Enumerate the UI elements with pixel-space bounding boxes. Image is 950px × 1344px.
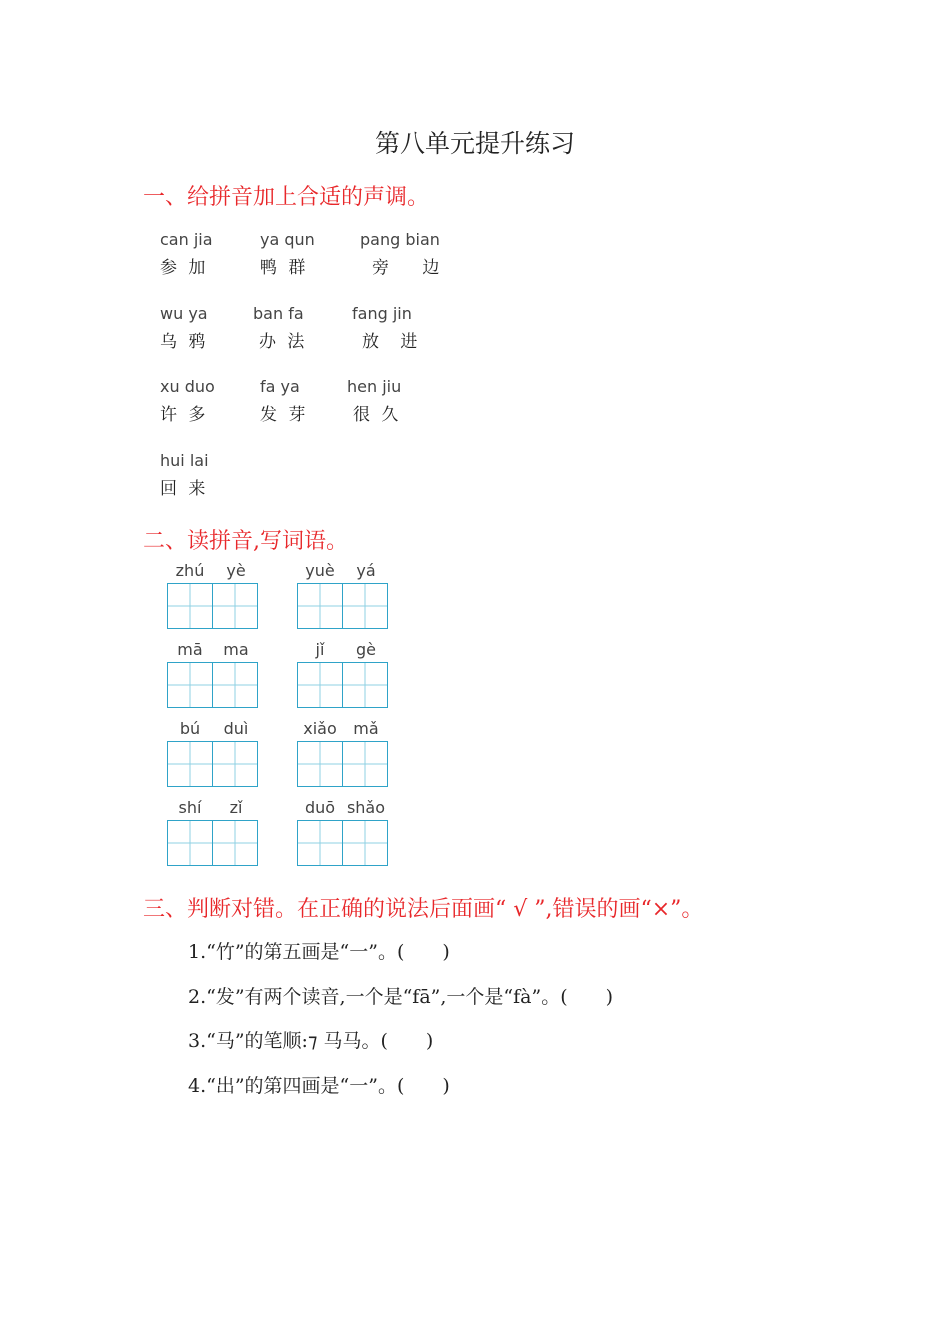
pinyin-syllable: yè [226,561,246,580]
writing-grid-item [297,640,389,708]
question-item: 1.“竹”的第五画是“一”。( ) [188,941,450,963]
hanzi-text: 旁 边 [372,258,454,278]
pinyin-text: wu ya [160,304,208,323]
pinyin-syllable: xiǎo [303,719,337,738]
writing-cell[interactable] [213,583,258,629]
pinyin-text: pang bian [360,230,440,249]
pinyin-text: fa ya [260,377,300,396]
pinyin-item [360,230,453,278]
pinyin-syllable: yuè [305,561,335,580]
writing-cell[interactable] [167,820,213,866]
writing-grid-item [297,719,389,787]
pinyin-syllable: gè [356,640,376,659]
pinyin-item [160,304,208,352]
writing-cell[interactable] [213,662,258,708]
pinyin-text: hen jiu [347,377,402,396]
hanzi-text: 办 法 [259,332,308,352]
writing-cell[interactable] [343,741,388,787]
pinyin-syllable: duō [304,798,336,817]
pinyin-item [352,304,425,352]
writing-cell[interactable] [167,583,213,629]
page-title: 第八单元提升练习 [374,129,575,158]
hanzi-text: 发 芽 [260,405,309,425]
hanzi-text: 很 久 [353,405,402,425]
question-item: 2.“发”有两个读音,一个是“fā”,一个是“fà”。( ) [188,986,614,1008]
writing-grid-item [297,561,389,629]
writing-cell[interactable] [213,741,258,787]
hanzi-text: 鸭 群 [260,258,309,278]
section3-heading: 三、判断对错。在正确的说法后面画“ √ ”,错误的画“×”。 [143,897,704,922]
pinyin-syllable: mā [177,640,203,659]
pinyin-text: xu duo [160,377,215,396]
writing-grid-item [297,798,389,866]
writing-grid-item [167,798,259,866]
hanzi-text: 许 多 [160,405,209,425]
writing-cell[interactable] [343,662,388,708]
writing-cell[interactable] [343,583,388,629]
writing-cell[interactable] [167,662,213,708]
pinyin-item [160,377,215,425]
question-item: 3.“马”的笔顺:⁊ 马马。( ) [188,1030,434,1052]
section2-heading: 二、读拼音,写词语。 [143,529,348,554]
pinyin-item [253,304,307,352]
pinyin-text: ban fa [253,304,304,323]
pinyin-text: ya qun [260,230,315,249]
writing-cell[interactable] [167,741,213,787]
section1-heading: 一、给拼音加上合适的声调。 [143,185,430,210]
question-item: 4.“出”的第四画是“一”。( ) [188,1075,450,1097]
writing-grid-item [167,561,259,629]
hanzi-text: 回 来 [160,479,209,499]
writing-cell[interactable] [213,820,258,866]
pinyin-text: can jia [160,230,213,249]
pinyin-syllable: jǐ [315,640,325,659]
pinyin-syllable: duì [223,719,249,738]
hanzi-text: 参 加 [160,258,209,278]
pinyin-syllable: shí [178,798,202,817]
pinyin-syllable: bú [179,719,201,738]
writing-cell[interactable] [297,583,343,629]
pinyin-text: fang jin [352,304,412,323]
pinyin-syllable: shǎo [346,798,386,817]
writing-cell[interactable] [343,820,388,866]
writing-grid-item [167,719,259,787]
hanzi-text: 放 进 [362,332,426,352]
pinyin-syllable: mǎ [353,719,379,738]
hanzi-text: 乌 鸦 [160,332,209,352]
writing-cell[interactable] [297,820,343,866]
pinyin-item [347,377,401,425]
pinyin-item [260,377,308,425]
pinyin-syllable: ma [223,640,249,659]
pinyin-item [260,230,315,278]
pinyin-syllable: yá [356,561,376,580]
pinyin-syllable: zhú [175,561,205,580]
writing-cell[interactable] [297,662,343,708]
pinyin-item [160,451,209,499]
writing-grid-item [167,640,259,708]
pinyin-syllable: zǐ [229,798,243,817]
pinyin-item [160,230,213,278]
pinyin-text: hui lai [160,451,209,470]
writing-cell[interactable] [297,741,343,787]
